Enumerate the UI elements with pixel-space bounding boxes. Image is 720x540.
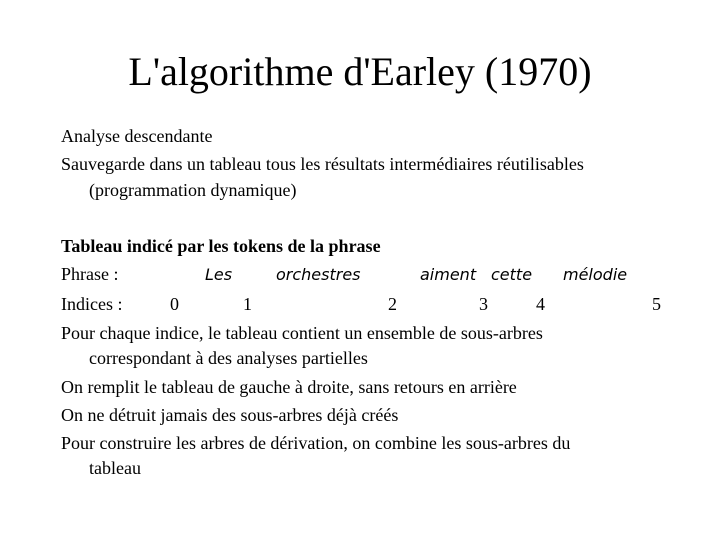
line-remplit: On remplit le tableau de gauche à droite, sans retours en arrière bbox=[61, 377, 517, 397]
phrase-word: orchestres bbox=[276, 265, 361, 284]
phrase-word: aiment bbox=[420, 265, 477, 284]
indices-label: Indices : bbox=[61, 294, 123, 314]
line-sauvegarde-cont: (programmation dynamique) bbox=[89, 180, 297, 200]
index-value: 0 bbox=[170, 294, 179, 314]
index-value: 5 bbox=[652, 294, 661, 314]
line-construire: Pour construire les arbres de dérivation, on combine les sous-arbres du bbox=[61, 433, 571, 453]
phrase-word: Les bbox=[205, 265, 233, 284]
line-pour-chaque: Pour chaque indice, le tableau contient un ensemble de sous-arbres bbox=[61, 323, 543, 343]
line-analyse: Analyse descendante bbox=[61, 126, 213, 146]
line-detruit: On ne détruit jamais des sous-arbres déjà créés bbox=[61, 405, 399, 425]
phrase-label: Phrase : bbox=[61, 264, 119, 284]
index-value: 2 bbox=[388, 294, 397, 314]
index-value: 3 bbox=[479, 294, 488, 314]
index-value: 4 bbox=[536, 294, 545, 314]
line-pour-chaque-cont: correspondant à des analyses partielles bbox=[89, 348, 368, 368]
line-sauvegarde: Sauvegarde dans un tableau tous les résultats intermédiaires réutilisables bbox=[61, 154, 584, 174]
phrase-word: mélodie bbox=[563, 265, 628, 284]
slide-title: L'algorithme d'Earley (1970) bbox=[128, 49, 592, 94]
phrase-word: cette bbox=[491, 265, 533, 284]
line-construire-cont: tableau bbox=[89, 458, 141, 478]
index-value: 1 bbox=[243, 294, 252, 314]
line-tableau-indice: Tableau indicé par les tokens de la phrase bbox=[61, 236, 381, 256]
